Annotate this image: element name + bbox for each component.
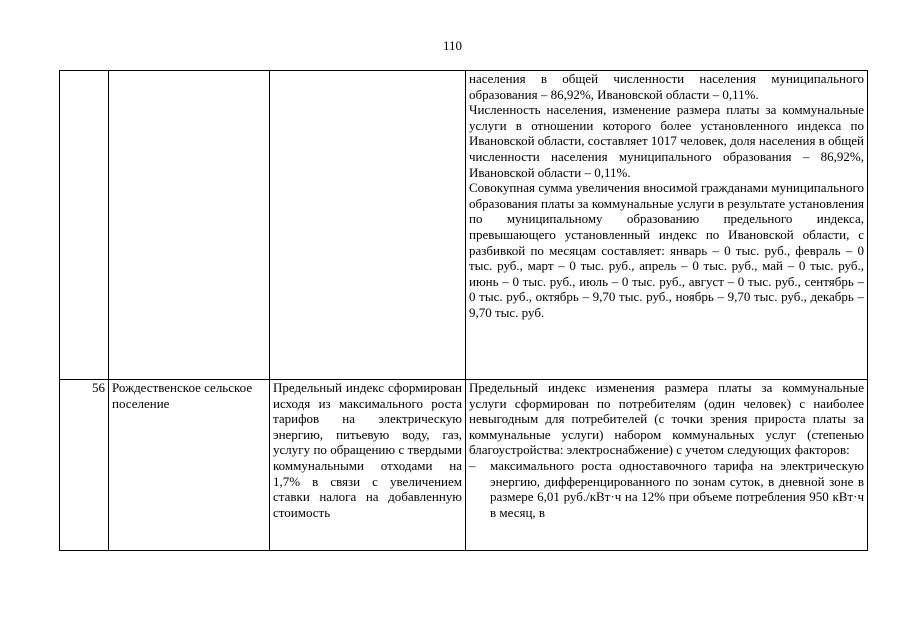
table-row: [60, 380, 868, 551]
description-paragraph: Совокупная сумма увеличения вносимой гражданами муниципального образования платы за коммунальные услуги в результате установления по муниципальному образованию предельного индекса, превышающего установленный индекс по Ивановской области, с разбивкой по месяцам составляет: январь – 0 тыс. руб., февраль – 0 тыс. руб., март – 0 тыс. руб., апрель – 0 тыс. руб., май – 0 тыс. руб., июнь – 0 тыс. руб., июль – 0 тыс. руб., август – 0 тыс. руб., сентябрь – 0 тыс. руб., октябрь – 9,70 тыс. руб., ноябрь – 9,70 тыс. руб., декабрь – 9,70 тыс. руб.: [469, 180, 864, 320]
row-number-cell: 56: [60, 380, 109, 551]
description-paragraph: Предельный индекс изменения размера платы за коммунальные услуги сформирован по потребителям (один человек) с наиболее невыгодным для потребителей (с точки зрения прироста платы за коммунальные услуги) набором коммунальных услуг (степенью благоустройства: электроснабжение) с учетом следующих факторов:: [469, 380, 864, 458]
municipality-cell: [109, 71, 270, 380]
municipality-cell: Рождественское сельское поселение: [109, 380, 270, 551]
description-paragraph: населения в общей численности населения муниципального образования – 86,92%, Ивановской области – 0,11%.: [469, 71, 864, 102]
description-cell: [466, 71, 868, 380]
bullet-text: максимального роста одноставочного тарифа на электрическую энергию, дифференцированного по зонам суток, в дневной зоне в размере 6,01 руб./кВт·ч на 12% при объеме потребления 950 кВт·ч в месяц, в: [490, 457, 864, 520]
tariff-table: [59, 70, 868, 551]
bullet-item: [469, 458, 864, 520]
description-paragraph: Численность населения, изменение размера платы за коммунальные услуги в отношении которого более установленного индекса по Ивановской области, составляет 1017 человек, доля населения в общей численности населения муниципального образования – 86,92%, Ивановской области – 0,11%.: [469, 102, 864, 180]
description-cell: [466, 380, 868, 551]
page-number: 110: [442, 38, 463, 53]
basis-cell: [270, 71, 466, 380]
bullet-marker: –: [469, 457, 476, 473]
basis-cell: Предельный индекс сформирован исходя из максимального роста тарифов на электрическую энергию, питьевую воду, газ, услугу по обращению с твердыми коммунальными отходами на 1,7% в связи с увеличением ставки налога на добавленную стоимость: [270, 380, 466, 551]
table-row: [60, 71, 868, 380]
row-number-cell: [60, 71, 109, 380]
